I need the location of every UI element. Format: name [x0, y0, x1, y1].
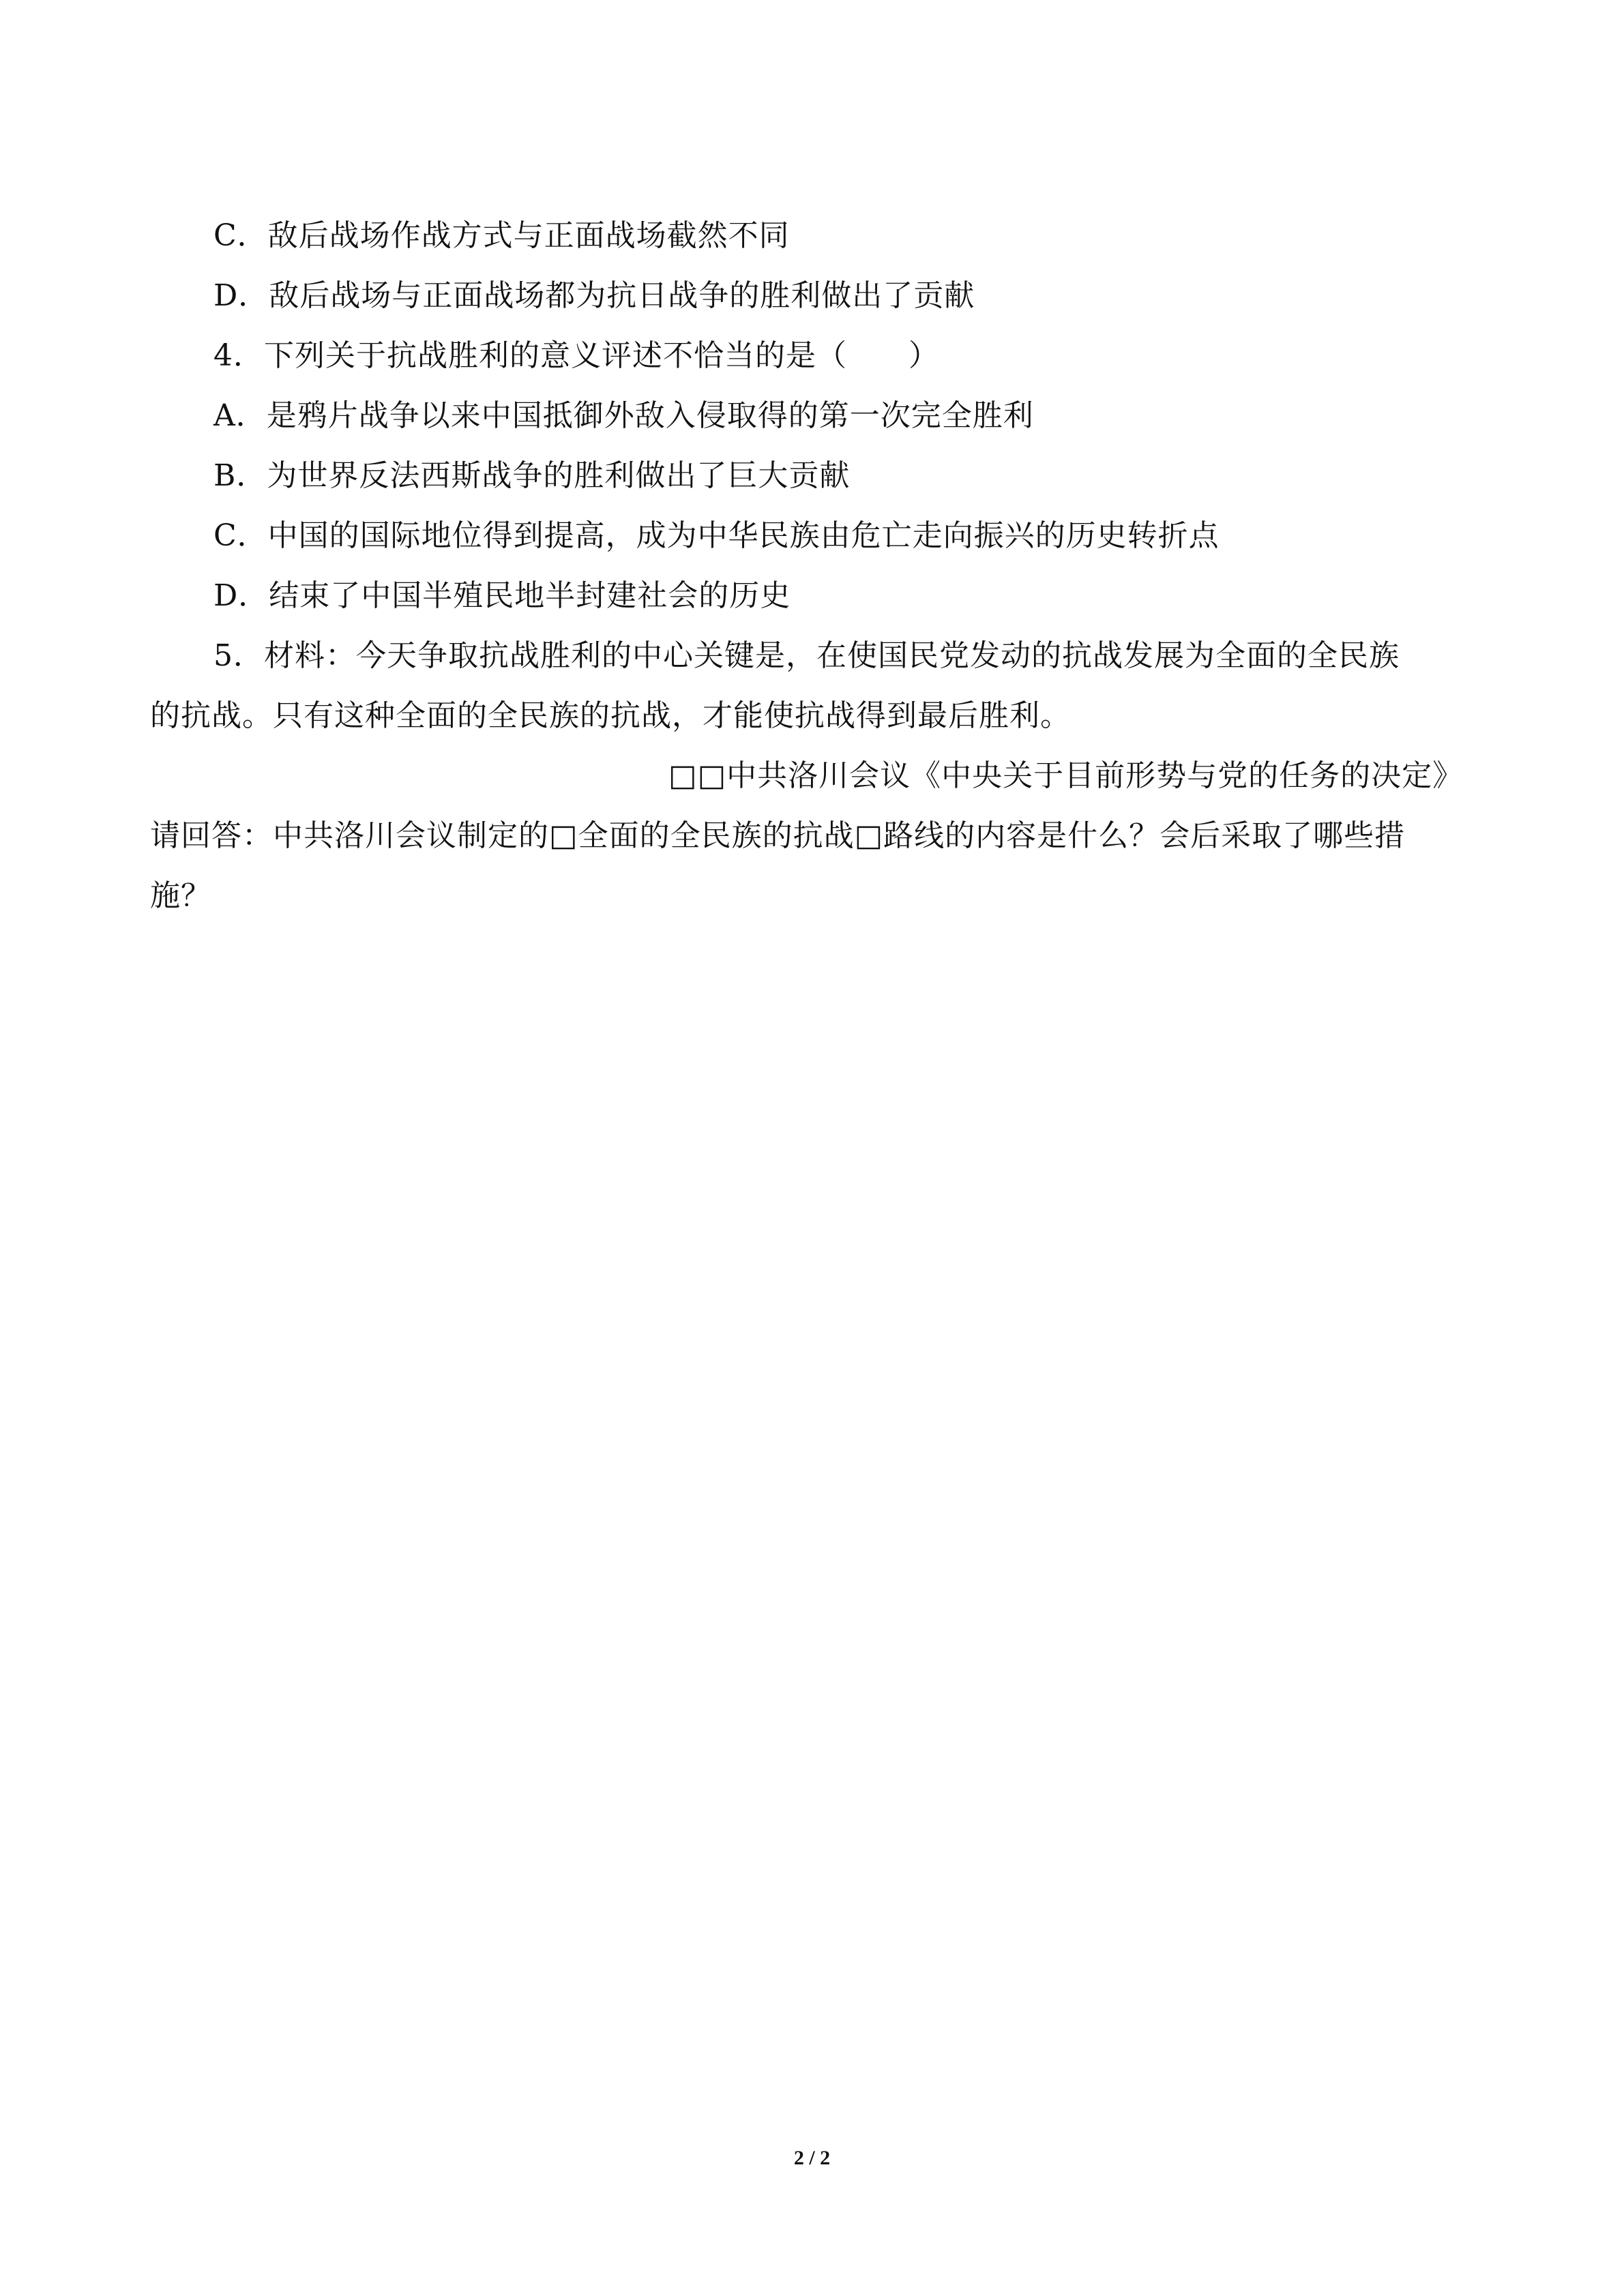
q4-option-a: A．是鸦片战争以来中国抵御外敌入侵取得的第一次完全胜利 — [213, 398, 1034, 433]
page-number: 2 / 2 — [793, 2147, 831, 2169]
q3-option-c: C．敌后战场作战方式与正面战场截然不同 — [213, 218, 790, 253]
q4-option-b: B．为世界反法西斯战争的胜利做出了巨大贡献 — [213, 458, 851, 493]
q5-material-line1: 5．材料：今天争取抗战胜利的中心关键是，在使国民党发动的抗战发展为全面的全民族 — [213, 638, 1400, 673]
q4-stem: 4．下列关于抗战胜利的意义评述不恰当的是（ ） — [213, 338, 939, 373]
q5-material-line2: 的抗战。只有这种全面的全民族的抗战，才能使抗战得到最后胜利。 — [150, 698, 1071, 733]
q4-option-c: C．中国的国际地位得到提高，成为中华民族由危亡走向振兴的历史转折点 — [213, 518, 1220, 553]
q5-question-line1: 请回答：中共洛川会议制定的□全面的全民族的抗战□路线的内容是什么？会后采取了哪些措 — [150, 818, 1406, 853]
q5-source: □□中共洛川会议《中央关于目前形势与党的任务的决定》 — [668, 758, 1464, 793]
q4-option-d: D．结束了中国半殖民地半封建社会的历史 — [213, 578, 791, 613]
q3-option-d: D．敌后战场与正面战场都为抗日战争的胜利做出了贡献 — [213, 278, 975, 313]
q5-question-line2: 施？ — [150, 878, 211, 913]
